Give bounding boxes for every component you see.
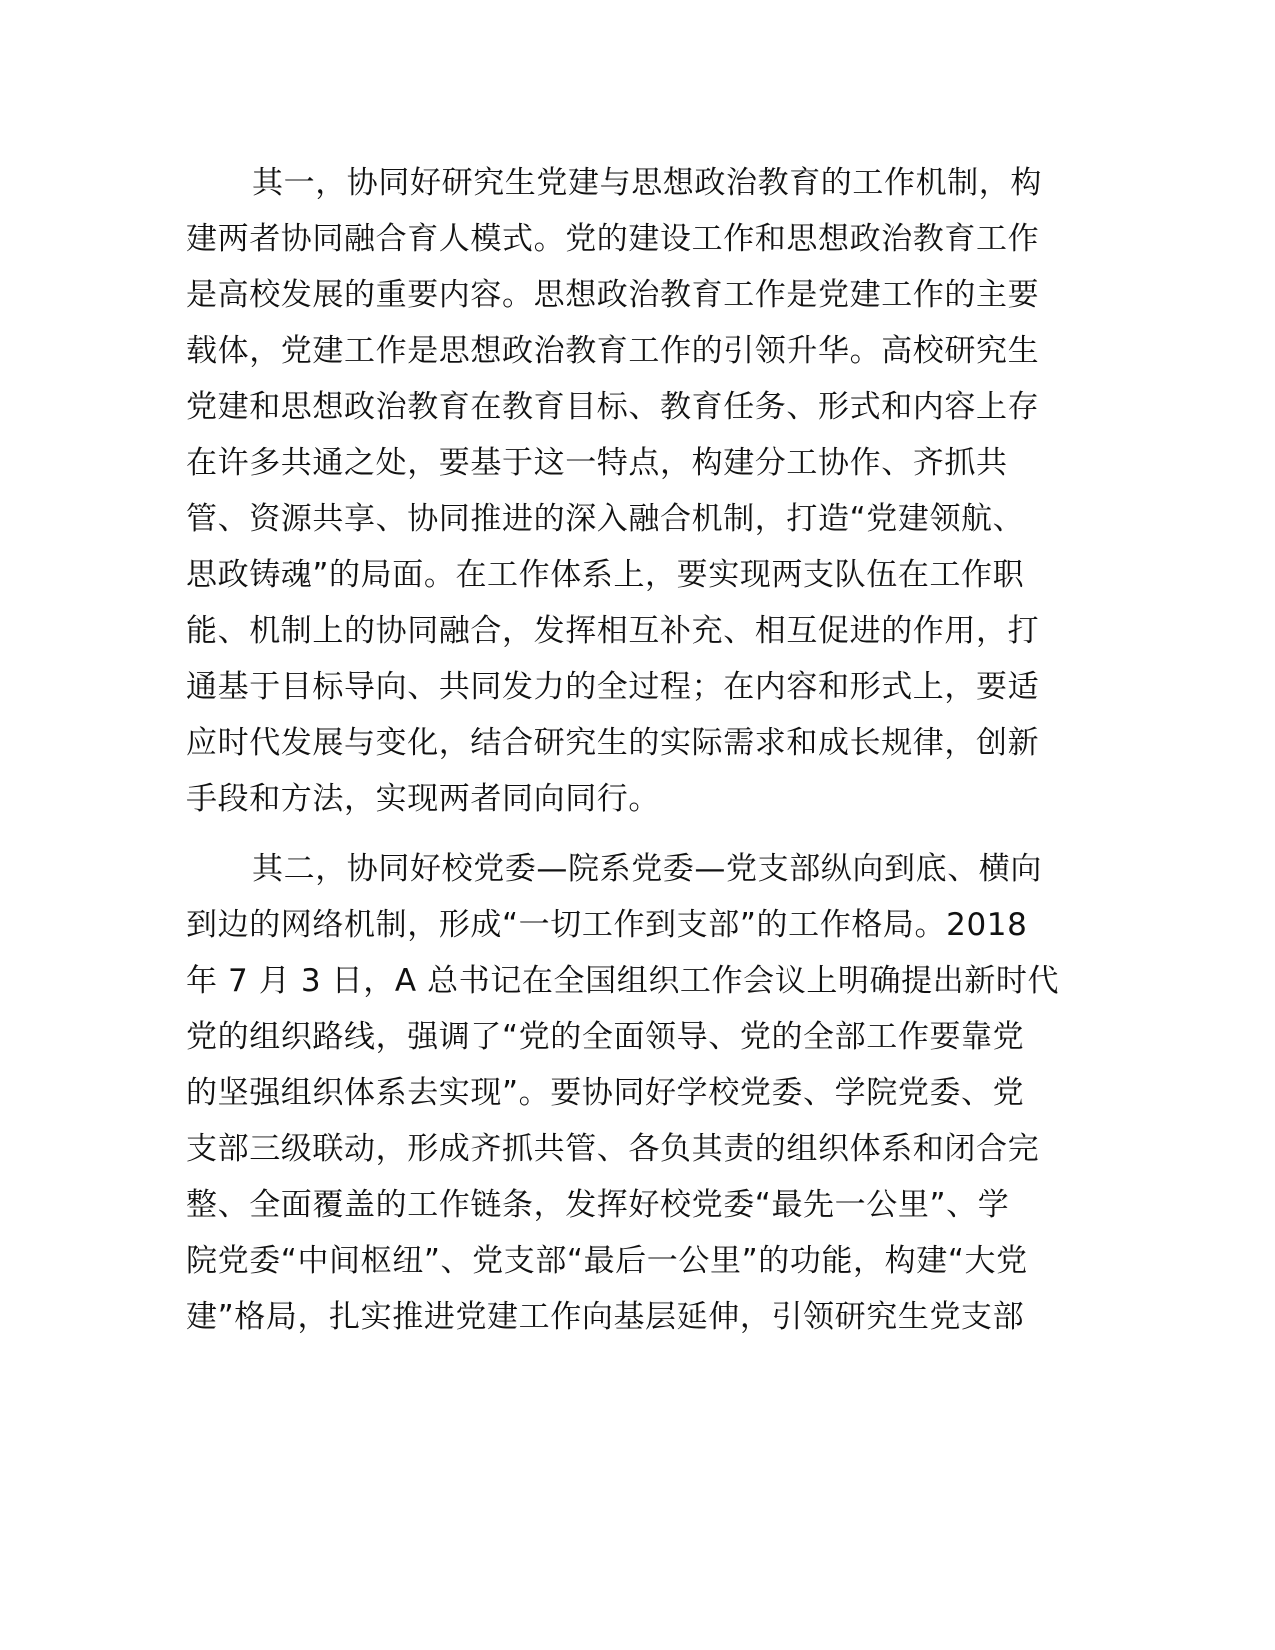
paragraph-1 [186, 155, 1086, 827]
text-line: 年 7 月 3 日，A 总书记在全国组织工作会议上明确提出新时代 [186, 963, 1060, 999]
text-line: 应时代发展与变化，结合研究生的实际需求和成长规律，创新 [186, 725, 1040, 761]
text-line: 建”格局，扎实推进党建工作向基层延伸，引领研究生党支部 [186, 1299, 1025, 1335]
text-line: 载体，党建工作是思想政治教育工作的引领升华。高校研究生 [186, 333, 1040, 369]
text-line: 在许多共通之处，要基于这一特点，构建分工协作、齐抓共 [186, 445, 1008, 481]
text-line: 管、资源共享、协同推进的深入融合机制，打造“党建领航、 [186, 501, 1025, 537]
text-line: 党的组织路线，强调了“党的全面领导、党的全部工作要靠党 [186, 1019, 1025, 1055]
text-line: 的坚强组织体系去实现”。要协同好学校党委、学院党委、党 [186, 1075, 1025, 1111]
text-line: 党建和思想政治教育在教育目标、教育任务、形式和内容上存 [186, 389, 1040, 425]
paragraph-2 [186, 841, 1086, 1345]
text-line: 思政铸魂”的局面。在工作体系上，要实现两支队伍在工作职 [186, 557, 1025, 593]
text-line: 是高校发展的重要内容。思想政治教育工作是党建工作的主要 [186, 277, 1040, 313]
text-line: 支部三级联动，形成齐抓共管、各负其责的组织体系和闭合完 [186, 1131, 1040, 1167]
text-line: 整、全面覆盖的工作链条，发挥好校党委“最先一公里”、学 [186, 1187, 1010, 1223]
text-line: 院党委“中间枢纽”、党支部“最后一公里”的功能，构建“大党 [186, 1243, 1028, 1279]
text-line: 其一，协同好研究生党建与思想政治教育的工作机制，构 [252, 165, 1042, 201]
text-line: 建两者协同融合育人模式。党的建设工作和思想政治教育工作 [186, 221, 1040, 257]
text-line: 到边的网络机制，形成“一切工作到支部”的工作格局。2018 [186, 907, 1028, 943]
text-line: 手段和方法，实现两者同向同行。 [186, 781, 660, 817]
body-text [186, 155, 1086, 1345]
text-line: 其二，协同好校党委—院系党委—党支部纵向到底、横向 [252, 851, 1042, 887]
text-line: 通基于目标导向、共同发力的全过程；在内容和形式上，要适 [186, 669, 1040, 705]
text-line: 能、机制上的协同融合，发挥相互补充、相互促进的作用，打 [186, 613, 1040, 649]
